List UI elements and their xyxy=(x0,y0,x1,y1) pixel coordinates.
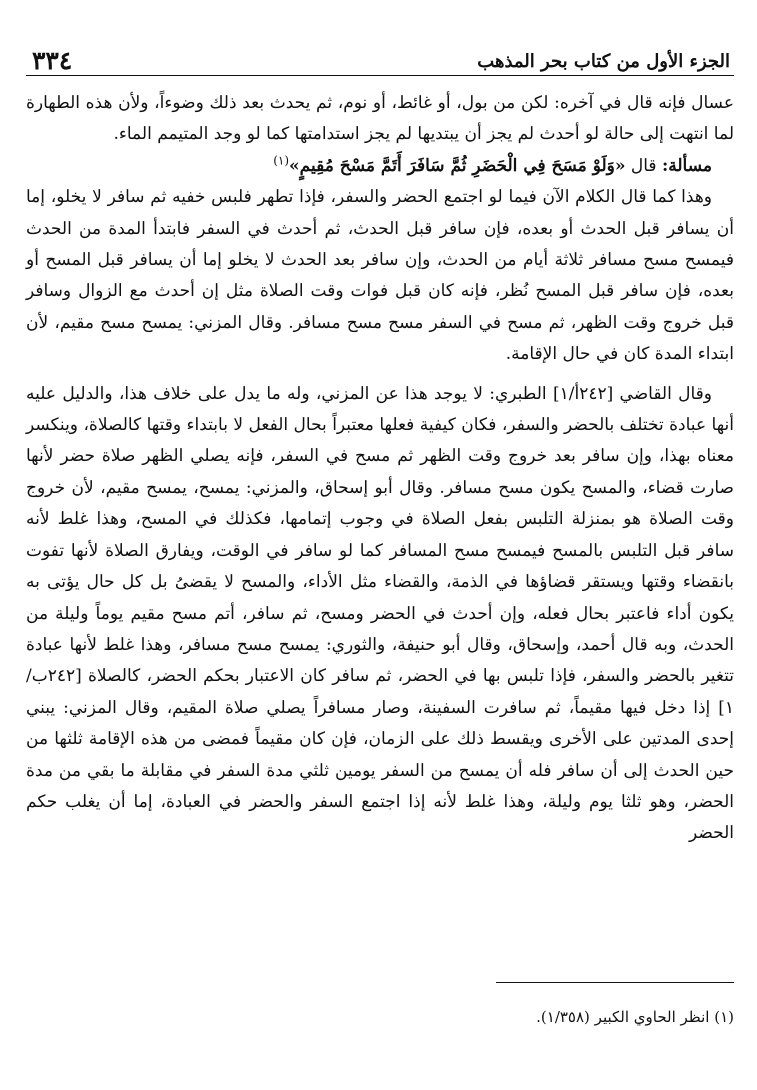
masalah-intro: قال xyxy=(625,155,662,176)
paragraph-1: عسال فإنه قال في آخره: لكن من بول، أو غائط، أو نوم، ثم يحدث بعد ذلك وضوءاً، ولأن هذه الطهارة لما انتهت إلى حالة لو أحدث لم يجز أن يبتديها لم يجز استدامتها كما لو وجد المتيمم الماء. xyxy=(26,93,734,145)
paragraph-3: وقال القاضي [٢٤٢أ/١] الطبري: لا يوجد هذا عن المزني، وله ما يدل على خلاف هذا، والدليل عليه أنها عبادة تختلف بالحضر والسفر، فكان كيفية فعلها معتبراً بحال الفعل لا بابتداء وقتها كالصلاة، وينكسر معناه بهذا، وإن سافر بعد خروج وقت الظهر ثم مسح في السفر، فإنه يصلي الظهر صلاة حضر لأنها صارت قضاء، والمسح يكون مسح مسافر. وقال أبو إسحاق، والمزني: يمسح، يمسح مقيم، لأن خروج وقت الصلاة هو بمنزلة التلبس بفعل الصلاة في وجوب إتمامها، فكذلك في المسح، وهذا غلط لأنه سافر قبل التلبس بالمسح فيمسح مسح المسافر كما لو سافر في الوقت، ويفارق الصلاة لأنها تفوت بانقضاء وقتها ويستقر قضاؤها في الذمة، والقضاء مثل الأداء، والمسح لا يقضىُ بل كل حال يؤتى به يكون أداء فاعتبر بحال فعله، وإن أحدث في الحضر ومسح، ثم سافر، أتم مسح مقيم يوماً وليلة من الحدث، وبه قال أحمد، وإسحاق، وقال أبو حنيفة، والثوري: يمسح مسح مسافر، وهذا غلط لأنها عبادة تتغير بالحضر والسفر، فإذا تلبس بها في الحضر، ثم سافر كان الاعتبار بحكم الحضر، كالصلاة [٢٤٢ب/١] إذا دخل فيها مقيماً، ثم سافرت السفينة، وصار مسافراً يصلي صلاة المقيم، وقال المزني: يبني إحدى المدتين على الأخرى ويقسط ذلك على الزمان، فإن كان مقيماً فمضى من هذه الإقامة ثلثها من حين الحدث إلى أن سافر فله أن يمسح من السفر يومين ثلثي مدة السفر في مقابلة ما بقي من مدة الحضر، وهو ثلثا يوم وليلة، وهذا غلط لأنه إذا اجتمع السفر والحضر في العبادة، إما أن يغلب حكم الحضر xyxy=(26,383,734,844)
page-header xyxy=(26,42,734,76)
masalah-label: مسألة: xyxy=(661,155,712,176)
running-title: الجزء الأول من كتاب بحر المذهب xyxy=(477,51,730,72)
main-text xyxy=(26,88,734,850)
paragraph-spacer xyxy=(26,371,734,379)
footnote-divider xyxy=(496,982,734,983)
masalah-paragraph xyxy=(26,151,734,182)
paragraph-2: وهذا كما قال الكلام الآن فيما لو اجتمع الحضر والسفر، فإذا تطهر فلبس خفيه ثم سافر لا يخلو، إما أن يسافر قبل الحدث أو بعده، فإن سافر قبل الحدث، ثم أحدث في السفر فابتدأ المدة من الحدث فيمسح مسح مسافر ثلاثة أيام من الحدث، وإن سافر بعد الحدث لا يخلو إما أن يسافر قبل المسح أو بعده، فإن سافر قبل المسح نُظر، فإنه كان قبل فوات وقت الصلاة مثل إن أحدث مع الزوال وسافر قبل خروج وقت الظهر، ثم مسح في السفر مسح مسح مسافر. وقال المزني: يمسح مسح مقيم، لأن ابتداء المدة كان في حال الإقامة. xyxy=(26,187,734,365)
footnote-area xyxy=(26,982,734,1027)
book-page xyxy=(26,42,734,1052)
footnote-1: (١) انظر الحاوي الكبير (١/٣٥٨). xyxy=(536,1008,734,1026)
footnote-reference: (١) xyxy=(273,153,290,168)
quran-quote: «وَلَوْ مَسَحَ فِي الْحَضَرِ ثُمَّ سَافَرَ أَتَمَّ مَسْحَ مُقِيمٍ» xyxy=(289,155,626,176)
page-number: ٣٣٤ xyxy=(32,46,73,75)
